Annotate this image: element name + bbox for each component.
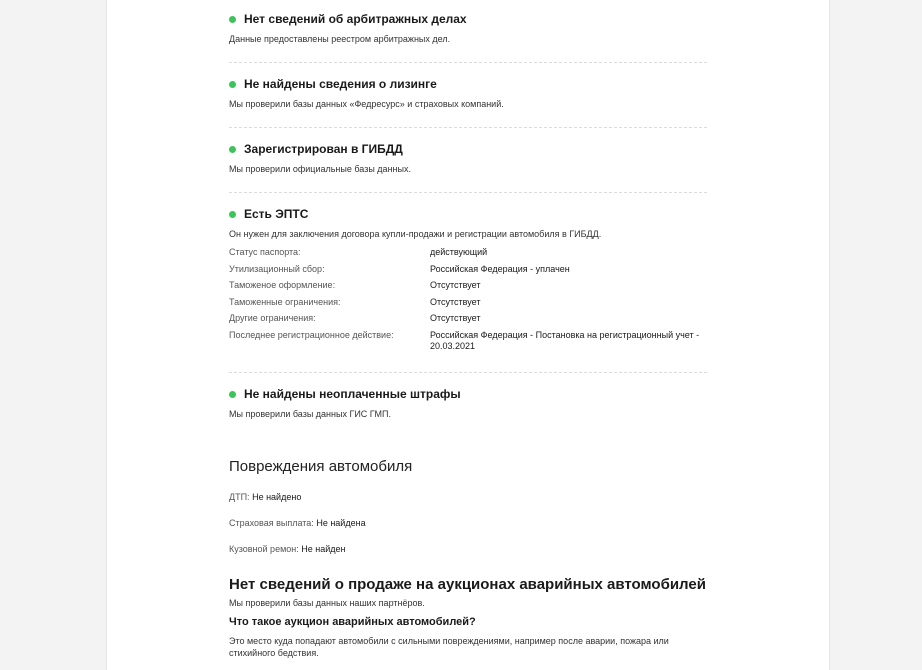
- check-fines: [229, 387, 707, 420]
- detail-value: Отсутствует: [430, 296, 481, 307]
- status-ok-dot-icon: [229, 146, 236, 153]
- damage-value: Не найдено: [252, 492, 302, 502]
- detail-label: Другие ограничения:: [229, 313, 316, 323]
- damage-label: Кузовной ремон:: [229, 544, 299, 554]
- check-epts: [229, 207, 707, 357]
- report-page: [106, 0, 830, 670]
- detail-row: [229, 280, 707, 297]
- check-title: Зарегистрирован в ГИБДД: [244, 142, 403, 156]
- detail-label: Таможеное оформление:: [229, 280, 336, 290]
- detail-row: [229, 330, 707, 358]
- check-description: Мы проверили базы данных «Федресурс» и страховых компаний.: [229, 99, 504, 109]
- detail-row: [229, 247, 707, 264]
- damage-row-insurance: [229, 518, 366, 529]
- epts-details-table: [229, 247, 707, 357]
- detail-label: Статус паспорта:: [229, 247, 301, 257]
- damage-label: ДТП:: [229, 492, 250, 502]
- auction-description: Мы проверили базы данных наших партнёров.: [229, 598, 425, 608]
- check-description: Он нужен для заключения договора купли-продажи и регистрации автомобиля в ГИБДД.: [229, 229, 602, 239]
- check-arbitration: [229, 12, 707, 45]
- status-ok-dot-icon: [229, 16, 236, 23]
- damage-value: Не найден: [301, 544, 346, 554]
- auction-heading: Нет сведений о продаже на аукционах аварийных автомобилей: [229, 576, 706, 593]
- divider: [229, 127, 707, 128]
- check-description: Данные предоставлены реестром арбитражных дел.: [229, 34, 451, 44]
- check-title: Нет сведений об арбитражных делах: [244, 12, 467, 26]
- auction-question: Что такое аукцион аварийных автомобилей?: [229, 616, 476, 628]
- damage-label: Страховая выплата:: [229, 518, 314, 528]
- detail-value: действующий: [430, 247, 488, 257]
- divider: [229, 192, 707, 193]
- detail-value: Отсутствует: [430, 313, 481, 323]
- detail-row: [229, 313, 707, 330]
- detail-row: [229, 264, 707, 281]
- status-ok-dot-icon: [229, 391, 236, 398]
- check-title: Есть ЭПТС: [244, 207, 309, 221]
- auction-answer: Это место куда попадают автомобили с сильными повреждениями, например после аварии, пожара или стихийного бедствия.: [229, 636, 669, 658]
- detail-row: [229, 297, 707, 314]
- detail-value: Российская Федерация - Постановка на регистрационный учет - 20.03.2021: [430, 329, 700, 351]
- divider: [229, 62, 707, 63]
- status-ok-dot-icon: [229, 81, 236, 88]
- check-description: Мы проверили официальные базы данных.: [229, 164, 411, 174]
- damage-row-body-repair: [229, 544, 346, 555]
- damage-heading: Повреждения автомобиля: [229, 458, 413, 475]
- detail-label: Последнее регистрационное действие:: [229, 329, 394, 340]
- divider: [229, 372, 707, 373]
- status-ok-dot-icon: [229, 211, 236, 218]
- check-description: Мы проверили базы данных ГИС ГМП.: [229, 409, 391, 419]
- detail-value: Отсутствует: [430, 280, 481, 290]
- check-leasing: [229, 77, 707, 110]
- damage-row-accident: [229, 492, 301, 503]
- detail-label: Утилизационный сбор:: [229, 263, 325, 274]
- check-gibdd: [229, 142, 707, 175]
- detail-label: Таможенные ограничения:: [229, 296, 341, 307]
- damage-value: Не найдена: [316, 518, 366, 528]
- check-title: Не найдены неоплаченные штрафы: [244, 387, 461, 401]
- detail-value: Российская Федерация - уплачен: [430, 263, 570, 274]
- check-title: Не найдены сведения о лизинге: [244, 77, 437, 91]
